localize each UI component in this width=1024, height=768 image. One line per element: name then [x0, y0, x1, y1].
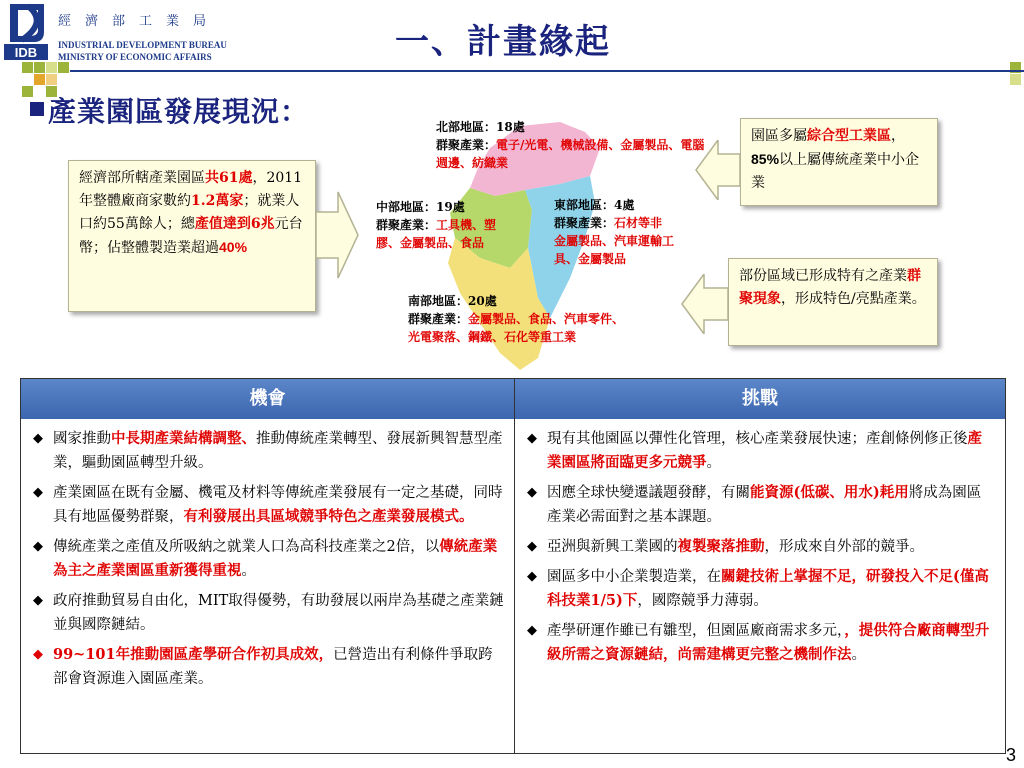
list-item: ◆ 產學研運作雖已有雛型，但園區廠商需求多元，，提供符合廠商轉型升級所需之資源鏈結，尚需建構更完整之機制作法。	[525, 619, 995, 667]
deco-square	[34, 62, 45, 73]
deco-square	[46, 74, 57, 85]
deco-square	[34, 74, 45, 85]
logo-chinese-name: 經濟部工業局	[58, 14, 221, 29]
diamond-bullet-icon: ◆	[33, 539, 43, 554]
section-title: 產業園區發展現況：	[48, 95, 310, 128]
region-south: 南部地區：20處 群聚產業：金屬製品、食品、汽車零件、光電聚落、鋼鐵、石化等重工業	[408, 292, 634, 346]
list-item: ◆ 產業園區在既有金屬、機電及材料等傳統產業發展有一定之基礎，同時具有地區優勢群聚，有利發展出具區域競爭特色之產業發展模式。	[31, 481, 507, 529]
left-note: 經濟部所轄產業園區共61處，2011年整體廠商家數約1.2萬家；就業人口約55萬餘人；總產值達到6兆元台幣；佔整體製造業超過40%	[68, 160, 316, 312]
diamond-bullet-icon: ◆	[33, 431, 43, 446]
deco-square	[1010, 74, 1021, 85]
table-header	[21, 379, 1005, 419]
diamond-bullet-icon: ◆	[527, 431, 537, 446]
region-central-head: 中部地區：19處	[376, 200, 465, 214]
region-east-head: 東部地區：4處	[554, 198, 635, 212]
idb-logo	[4, 2, 48, 62]
deco-square	[46, 62, 57, 73]
header-opportunity: 機會	[249, 388, 286, 409]
region-east: 東部地區：4處 群聚產業：石材等非金屬製品、汽車運輸工具、金屬製品	[554, 198, 675, 266]
diamond-bullet-icon: ◆	[33, 485, 43, 500]
arrow-right-icon	[316, 190, 360, 280]
deco-square	[58, 62, 69, 73]
list-item: ◆ 國家推動中長期產業結構調整、推動傳統產業轉型、發展新興智慧型產業，驅動園區轉型升級。	[31, 427, 507, 475]
region-north-head: 北部地區：18處	[436, 120, 525, 134]
list-item: ◆ 因應全球快變遷議題發酵，有關能資源(低碳、用水)耗用將成為園區產業必需面對之基本課題。	[525, 481, 995, 529]
deco-square	[22, 62, 33, 73]
region-south-head: 南部地區：20處	[408, 294, 497, 308]
region-north: 北部地區：18處 群聚產業：電子/光電、機械設備、金屬製品、電腦週邊、紡織業	[436, 120, 705, 170]
logo-english-line2: MINISTRY OF ECONOMIC AFFAIRS	[58, 52, 212, 62]
header-challenge: 挑戰	[742, 388, 778, 409]
header-rule	[70, 70, 1024, 72]
deco-square	[22, 86, 33, 97]
diamond-bullet-icon: ◆	[33, 593, 43, 608]
page-number: 3	[1005, 745, 1016, 765]
list-item: ◆ 傳統產業之產值及所吸納之就業人口為高科技產業之2倍，以傳統產業為主之產業園區重新獲得重視。	[31, 535, 507, 583]
region-central: 中部地區：19處 群聚產業：工具機、塑膠、金屬製品、食品	[376, 198, 516, 252]
list-item: ◆ 園區多中小企業製造業，在關鍵技術上掌握不足，研發投入不足(僅高科技業1/5)下，國際競爭力薄弱。	[525, 565, 995, 613]
diamond-bullet-icon: ◆	[527, 539, 537, 554]
section-bullet	[30, 102, 44, 116]
diamond-bullet-icon: ◆	[527, 569, 537, 584]
list-item: ◆ 亞洲與新興工業國的複製聚落推動，形成來自外部的競爭。	[525, 535, 995, 559]
diamond-bullet-icon: ◆	[527, 485, 537, 500]
list-item: ◆ 99~101年推動園區產學研合作初具成效，已營造出有利條件爭取跨部會資源進入園區產業。	[31, 643, 507, 691]
list-item: ◆ 政府推動貿易自由化，MIT取得優勢，有助發展以兩岸為基礎之產業鏈並與國際鏈結。	[31, 589, 507, 637]
arrow-left-icon	[694, 140, 740, 200]
logo-abbr: IDB	[14, 45, 38, 60]
right-note-top: 園區多屬綜合型工業區，85%以上屬傳統產業中小企業	[740, 118, 938, 206]
column-divider	[514, 379, 515, 753]
challenge-column	[525, 427, 995, 673]
diamond-bullet-icon: ◆	[33, 647, 43, 662]
page-title: 一、計畫緣起	[395, 22, 611, 62]
right-note-bottom: 部份區域已形成特有之產業群聚現象，形成特色/亮點產業。	[728, 258, 938, 346]
arrow-left-icon	[680, 274, 728, 334]
diamond-bullet-icon: ◆	[527, 623, 537, 638]
opportunity-challenge-table	[20, 378, 1006, 754]
logo-english-line1: INDUSTRIAL DEVELOPMENT BUREAU	[58, 40, 227, 50]
opportunity-column	[31, 427, 507, 697]
list-item: ◆ 現有其他園區以彈性化管理，核心產業發展快速；產創條例修正後產業園區將面臨更多元競爭。	[525, 427, 995, 475]
